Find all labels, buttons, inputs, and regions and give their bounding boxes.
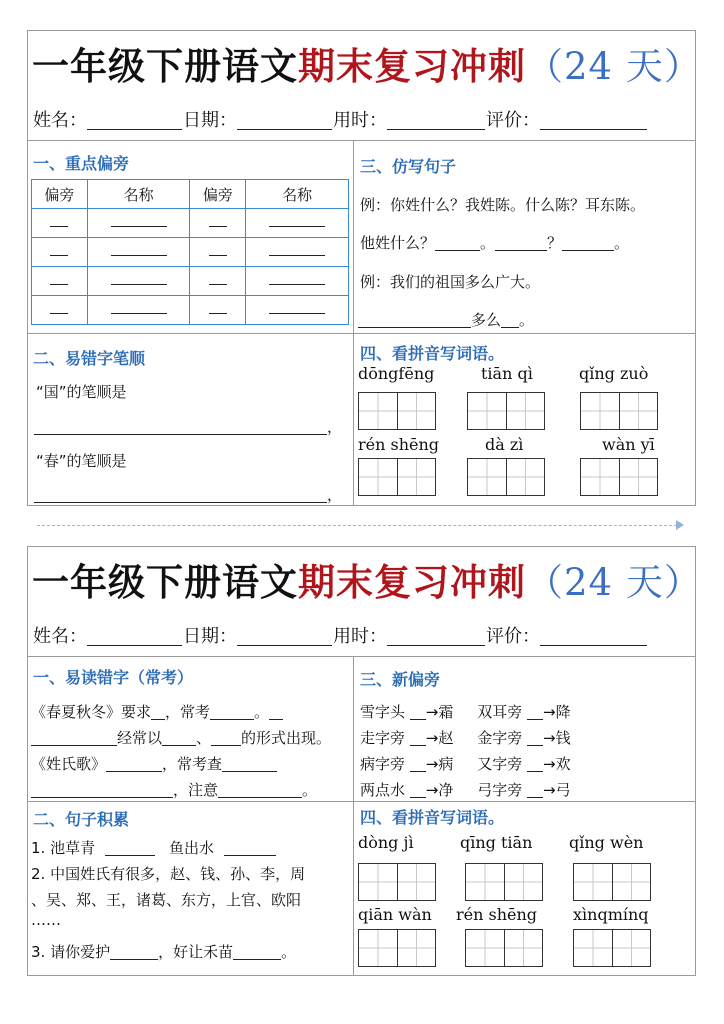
writing-grid[interactable]: [358, 863, 436, 901]
eval-label: 评价：: [486, 110, 540, 131]
answer-blank[interactable]: [495, 234, 547, 251]
name-label: 姓名：: [33, 110, 87, 131]
section-misread-title: 一、易读错字（常考）: [33, 668, 194, 687]
table-header: 名称: [87, 180, 190, 209]
writing-grid[interactable]: [573, 863, 651, 901]
worksheet-title: [28, 547, 702, 617]
time-label: 用时：: [333, 110, 387, 131]
radical-row: 两点水 →净 弓字旁 →弓: [360, 781, 571, 799]
writing-grid[interactable]: [358, 392, 436, 430]
title-grade: 一年级下册语文: [32, 44, 298, 88]
table-row: [32, 267, 349, 296]
answer-blank[interactable]: [222, 755, 277, 772]
sentence-line-4: ……: [31, 911, 61, 929]
name-field[interactable]: [87, 107, 182, 130]
misread-line-3: 《姓氏歌》 ，常考查: [31, 753, 277, 774]
left-section-divider: [28, 333, 353, 334]
answer-blank[interactable]: [50, 214, 68, 227]
pinyin-label: dōngfēng: [358, 364, 435, 383]
imitate-line-2: 多么 。: [358, 309, 534, 330]
title-days: （24 天）: [526, 45, 702, 88]
answer-blank[interactable]: [50, 243, 68, 256]
answer-blank[interactable]: [111, 301, 167, 314]
answer-blank[interactable]: [224, 839, 276, 856]
misread-line-1: 《春夏秋冬》要求 ，常考 。: [31, 701, 283, 722]
section-new-radicals-title: 三、新偏旁: [360, 670, 441, 689]
answer-blank[interactable]: [269, 301, 325, 314]
title-review: 期末复习冲刺: [298, 44, 526, 88]
right-section-divider: [353, 333, 696, 334]
student-info-row: [28, 617, 695, 657]
answer-blank[interactable]: [151, 703, 165, 720]
arrow-right-icon: [676, 520, 684, 530]
sentence-line-3: 、吴、郑、王，诸葛、东方，上官、欧阳: [31, 891, 302, 909]
section-pinyin-title: 四、看拼音写词语。: [360, 808, 505, 827]
table-header: 偏旁: [190, 180, 246, 209]
column-divider: [353, 141, 354, 506]
answer-blank[interactable]: [209, 272, 227, 285]
title-days: （24 天）: [526, 561, 702, 604]
worksheet-title: [28, 31, 702, 101]
answer-blank[interactable]: [269, 703, 283, 720]
answer-blank[interactable]: [110, 943, 158, 960]
date-field[interactable]: [237, 623, 332, 646]
answer-blank[interactable]: [410, 729, 426, 746]
answer-blank[interactable]: [34, 486, 327, 503]
date-label: 日期：: [183, 626, 237, 647]
writing-grid[interactable]: [580, 458, 658, 496]
answer-blank[interactable]: [435, 234, 480, 251]
worksheet-card-2: [27, 546, 702, 976]
answer-blank[interactable]: [31, 781, 173, 798]
table-row: [32, 209, 349, 238]
section-radicals-title: 一、重点偏旁: [33, 154, 130, 173]
stroke-order-guo: “国”的笔顺是: [36, 383, 127, 401]
radicals-table: [31, 179, 349, 325]
eval-field[interactable]: [540, 623, 647, 646]
pinyin-label: qiān wàn: [358, 905, 432, 924]
answer-blank[interactable]: [111, 272, 167, 285]
pinyin-label: qǐng zuò: [579, 364, 649, 383]
radical-row: 病字旁 →病 又字旁 →欢: [360, 755, 571, 773]
pinyin-label: dà zì: [485, 435, 524, 454]
table-row: [32, 296, 349, 325]
answer-blank[interactable]: [410, 781, 426, 798]
writing-grid[interactable]: [465, 863, 543, 901]
answer-blank[interactable]: [162, 729, 196, 746]
answer-blank[interactable]: [410, 755, 426, 772]
date-field[interactable]: [237, 107, 332, 130]
pinyin-label: qīng tiān: [460, 833, 533, 852]
title-review: 期末复习冲刺: [298, 560, 526, 604]
name-label: 姓名：: [33, 626, 87, 647]
cut-line: [37, 525, 677, 526]
pinyin-label: wàn yī: [602, 435, 655, 454]
eval-label: 评价：: [486, 626, 540, 647]
writing-grid[interactable]: [358, 929, 436, 967]
misread-line-2: 经常以 、 的形式出现。: [31, 727, 331, 748]
table-header: 名称: [246, 180, 349, 209]
worksheet-card-1: [27, 30, 702, 506]
answer-line-2: ，: [34, 484, 342, 505]
answer-blank[interactable]: [410, 703, 426, 720]
answer-blank[interactable]: [111, 214, 167, 227]
sentence-line-1: 1. 池草青 鱼出水: [31, 837, 276, 858]
time-label: 用时：: [333, 626, 387, 647]
answer-blank[interactable]: [34, 418, 327, 435]
time-field[interactable]: [387, 623, 485, 646]
table-row: [32, 238, 349, 267]
answer-blank[interactable]: [269, 214, 325, 227]
stroke-order-chun: “春”的笔顺是: [36, 452, 127, 470]
name-field[interactable]: [87, 623, 182, 646]
student-info-row: [28, 101, 695, 141]
answer-blank[interactable]: [105, 839, 155, 856]
left-section-divider: [28, 801, 353, 802]
writing-grid[interactable]: [573, 929, 651, 967]
pinyin-label: tiān qì: [481, 364, 533, 383]
title-grade: 一年级下册语文: [32, 560, 298, 604]
pinyin-label: dòng jì: [358, 833, 414, 852]
answer-blank[interactable]: [209, 214, 227, 227]
answer-blank[interactable]: [269, 272, 325, 285]
sentence-line-5: 3. 请你爱护 ，好让禾苗 。: [31, 943, 297, 961]
section-pinyin-title: 四、看拼音写词语。: [360, 344, 505, 363]
writing-grid[interactable]: [467, 458, 545, 496]
example-sentence-2: 例：我们的祖国多么广大。: [360, 273, 541, 291]
answer-blank[interactable]: [50, 301, 68, 314]
sentence-line-2: 2. 中国姓氏有很多，赵、钱、孙、李，周: [31, 865, 306, 883]
right-section-divider: [353, 801, 696, 802]
pinyin-label: rén shēng: [358, 435, 440, 454]
writing-grid[interactable]: [580, 392, 658, 430]
column-divider: [353, 657, 354, 976]
answer-line-1: ，: [34, 416, 342, 437]
answer-blank[interactable]: [233, 943, 281, 960]
answer-blank[interactable]: [50, 272, 68, 285]
answer-blank[interactable]: [31, 729, 117, 746]
pinyin-label: rén shēng: [456, 905, 538, 924]
radical-row: 雪字头 →霜 双耳旁 →降: [360, 703, 571, 721]
misread-line-4: ，注意 。: [31, 779, 317, 800]
pinyin-label: qǐng wèn: [569, 833, 644, 852]
radical-row: 走字旁 →赵 金字旁 →钱: [360, 729, 571, 747]
answer-blank[interactable]: [111, 243, 167, 256]
answer-blank[interactable]: [527, 703, 543, 720]
answer-blank[interactable]: [358, 311, 471, 328]
answer-blank[interactable]: [218, 781, 302, 798]
section-imitate-title: 三、仿写句子: [360, 157, 457, 176]
time-field[interactable]: [387, 107, 485, 130]
answer-blank[interactable]: [527, 729, 543, 746]
section-sentences-title: 二、句子积累: [33, 810, 130, 829]
answer-blank[interactable]: [269, 243, 325, 256]
date-label: 日期：: [183, 110, 237, 131]
pinyin-label: xìnqmínq: [573, 905, 649, 924]
answer-blank[interactable]: [209, 243, 227, 256]
imitate-line-1: 他姓什么？ 。 ？ 。: [360, 234, 630, 252]
answer-blank[interactable]: [209, 301, 227, 314]
example-sentence-1: 例：你姓什么？我姓陈。什么陈？耳东陈。: [360, 196, 646, 214]
answer-blank[interactable]: [527, 781, 543, 798]
answer-blank[interactable]: [501, 311, 519, 328]
answer-blank[interactable]: [210, 703, 254, 720]
section-stroke-order-title: 二、易错字笔顺: [33, 349, 146, 368]
table-header: 偏旁: [32, 180, 88, 209]
writing-grid[interactable]: [465, 929, 543, 967]
answer-blank[interactable]: [211, 729, 241, 746]
writing-grid[interactable]: [358, 458, 436, 496]
writing-grid[interactable]: [467, 392, 545, 430]
answer-blank[interactable]: [106, 755, 162, 772]
eval-field[interactable]: [540, 107, 647, 130]
answer-blank[interactable]: [562, 234, 614, 251]
answer-blank[interactable]: [527, 755, 543, 772]
